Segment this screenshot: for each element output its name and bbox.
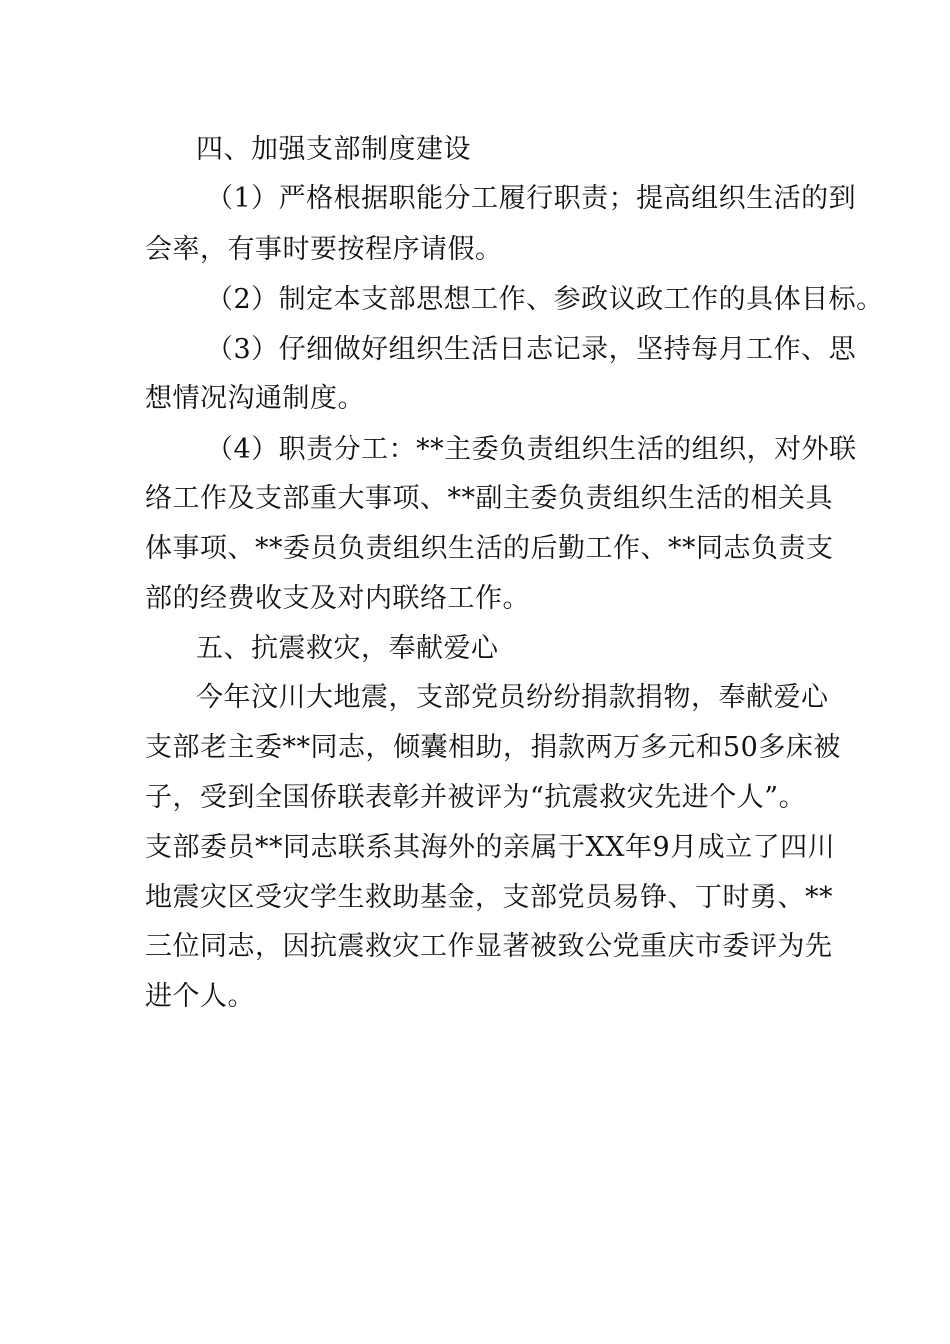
paragraph-line: 想情况沟通制度。 [145,383,365,414]
paragraph-line: 子，受到全国侨联表彰并被评为“抗震救灾先进个人”。 [145,782,807,813]
paragraph-line: 地震灾区受灾学生救助基金，支部党员易铮、丁时勇、** [145,882,833,913]
paragraph-line: （1）严格根据职能分工履行职责；提高组织生活的到 [206,183,857,214]
paragraph-line: 进个人。 [145,981,255,1012]
paragraph-line: 体事项、**委员负责组织生活的后勤工作、**同志负责支 [145,533,834,564]
paragraph-line: （4）职责分工：**主委负责组织生活的组织，对外联 [206,434,857,465]
section-heading-4: 四、加强支部制度建设 [196,134,471,165]
paragraph-line: 部的经费收支及对内联络工作。 [145,583,530,614]
paragraph-line: （3）仔细做好组织生活日志记录，坚持每月工作、思 [206,334,857,365]
paragraph-line: 支部老主委**同志，倾囊相助，捐款两万多元和50多床被 [145,732,841,763]
paragraph-line: 三位同志，因抗震救灾工作显著被致公党重庆市委评为先 [145,931,833,962]
section-heading-5: 五、抗震救灾，奉献爱心 [196,633,499,664]
paragraph-line: 支部委员**同志联系其海外的亲属于XX年9月成立了四川 [145,832,836,863]
paragraph-line: 会率，有事时要按程序请假。 [145,234,503,265]
paragraph-line: 络工作及支部重大事项、**副主委负责组织生活的相关具 [145,483,833,514]
paragraph-line: 今年汶川大地震，支部党员纷纷捐款捐物，奉献爱心 [196,682,829,713]
paragraph-line: （2）制定本支部思想工作、参政议政工作的具体目标。 [206,284,884,315]
